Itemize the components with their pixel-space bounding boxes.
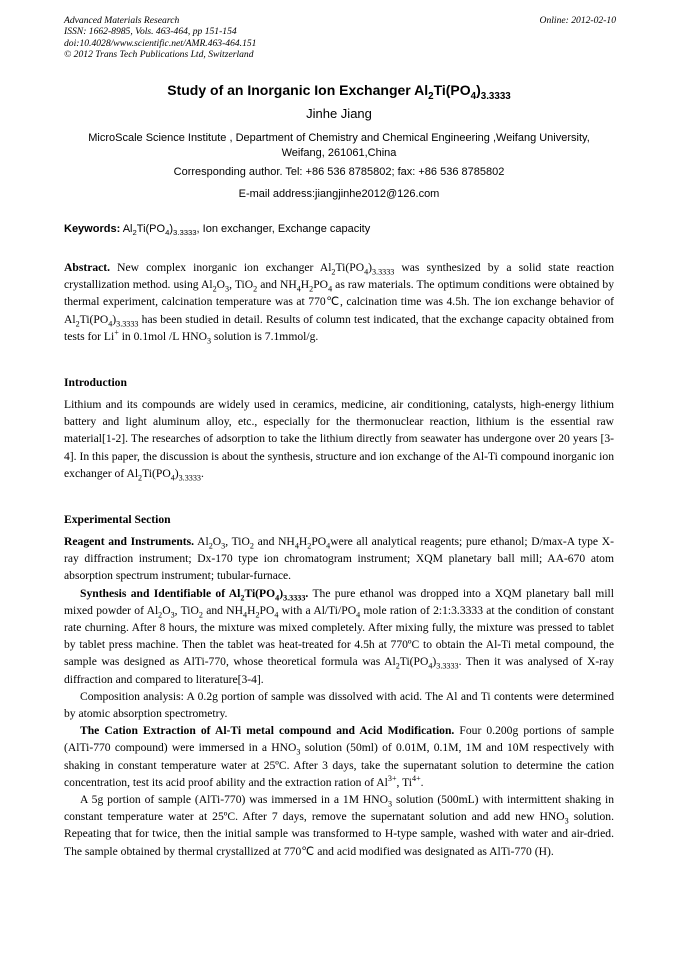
email-address: E-mail address:jiangjinhe2012@126.com <box>238 188 440 200</box>
abstract: Abstract. New complex inorganic ion exchanger $Al_2Ti(PO_4)_{3.3333}$ was synthesized by a solid state reaction crystallization method. using $Al_2O_3$, TiO$_2$ and $NH_4H_2PO_4$ as raw materials. The optimum conditions were obtained by thermal experiment, calcination temperature was at 770℃, calcination time was 4.5h. The ion exchange behavior of $Al_2Ti(PO_4)_{3.3333}$ has been studied in detail. Results of column test indicated, that the exchange capacity obtained from tests for Li+ in 0.1mol /L $HNO_3$ solution is 7.1mmol/g. <box>64 261 614 346</box>
acid-modification-paragraph: A 5g portion of sample (AlTi-770) was immersed in a 1M $HNO_3$ solution (500mL) with intermittent shaking in constant temperature water at 25ºC. After 7 days, remove the supernatant solution and add new $HNO_3$ solution. Repeating that for twice, then the initial sample was transformed to H-type sample, washed with water and air-dried. The sample obtained by thermal crystallized at 770℃ and acid modified was designated as AlTi-770 (H). <box>64 793 614 858</box>
synthesis-paragraph: Synthesis and Identifiable of $Al_2Ti(PO_4)_{3.3333}$. The pure ethanol was dropped into a XQM planetary ball mill mixed powder of $Al_2O_3$, TiO$_2$ and $NH_4H_2PO_4$ with a $Al/Ti/PO_4$ mole ration of 2:1:3.3333 at the condition of constant rate churning. After 8 hours, the mixture was mixed completely. After mixing fully, the mixture was pressed to tablet by tablet press machine. Then the tablet was heat-treated for 4.5h at 770ºC to obtain the Al-Ti metal compound, the sample was designed as AlTi-770, whose theoretical formula was $Al_2Ti(PO_4)_{3.3333}$. Then it was analysed of X-ray diffraction and compared to literature[3-4]. <box>64 586 614 686</box>
reagents-paragraph: Reagent and Instruments. $Al_2O_3$, TiO$_2$ and $NH_4H_2PO_4were$ all analytical reagents; pure ethanol; D/max-A type X-ray diffraction instrument; Dx-170 type ion chromatogram instrument; XQM planetary ball mill; AA-670 atom absorption spectrum instrument; tubular-furnace. <box>64 535 614 583</box>
journal-header <box>64 15 616 60</box>
online-date: Online: 2012-02-10 <box>539 15 616 26</box>
composition-paragraph: Composition analysis: A 0.2g portion of sample was dissolved with acid. The Al and Ti contents were determined by atomic absorption spectrometry. <box>64 689 614 721</box>
experimental-section <box>64 533 614 860</box>
introduction-paragraph: Lithium and its compounds are widely used in ceramics, medicine, air conditioning, catalysts, high-energy lithium battery and light aluminum alloy, etc., especially for the thermonuclear reaction, lithium is the essential raw material[1-2]. The researches of adsorption to take the lithium directly from seawater has undergone over 20 years [3-4]. In this paper, the discussion is about the synthesis, structure and ion exchange of the Al-Ti compound inorganic ion exchanger of $Al_2Ti(PO_4)_{3.3333}$. <box>64 398 614 483</box>
abstract-label: Abstract. <box>64 261 111 274</box>
cation-extraction-paragraph: The Cation Extraction of Al-Ti metal compound and Acid Modification. Four 0.200g portions of sample (AlTi-770 compound) were immersed in a $HNO_3$ solution (50ml) of 0.01M, 0.1M, 1M and 10M respectively with shaking in constant temperature water at 25ºC. After 3 days, take the supernatant solution to determine the cation concentration, test its acid proof ability and the extraction ration of $Al^{3+}$, $Ti^{4+}$. <box>64 724 615 789</box>
keywords-label: Keywords: <box>64 223 121 235</box>
correspondence: Corresponding author. Tel: +86 536 8785802; fax: +86 536 8785802 <box>173 166 505 178</box>
paper-title: Study of an Inorganic Ion Exchanger $Al_2Ti(PO_4)_{3.3333}$ <box>167 82 511 102</box>
experimental-heading: Experimental Section <box>64 513 171 526</box>
issn-line: ISSN: 1662-8985, Vols. 463-464, pp 151-154 <box>64 26 237 38</box>
affiliation: MicroScale Science Institute , Department of Chemistry and Chemical Engineering ,Weifang University, Weifang, 261061,China <box>88 132 590 159</box>
copyright-line: © 2012 Trans Tech Publications Ltd, Switzerland <box>64 48 254 60</box>
journal-name: Advanced Materials Research <box>64 15 180 26</box>
author-name: Jinhe Jiang <box>306 106 372 121</box>
doi-line: doi:10.4028/www.scientific.net/AMR.463-464.151 <box>64 37 257 49</box>
introduction-heading: Introduction <box>64 376 127 389</box>
keywords: Keywords: $Al_2Ti(PO_4)_{3.3333}$, Ion exchanger, Exchange capacity <box>64 223 371 238</box>
